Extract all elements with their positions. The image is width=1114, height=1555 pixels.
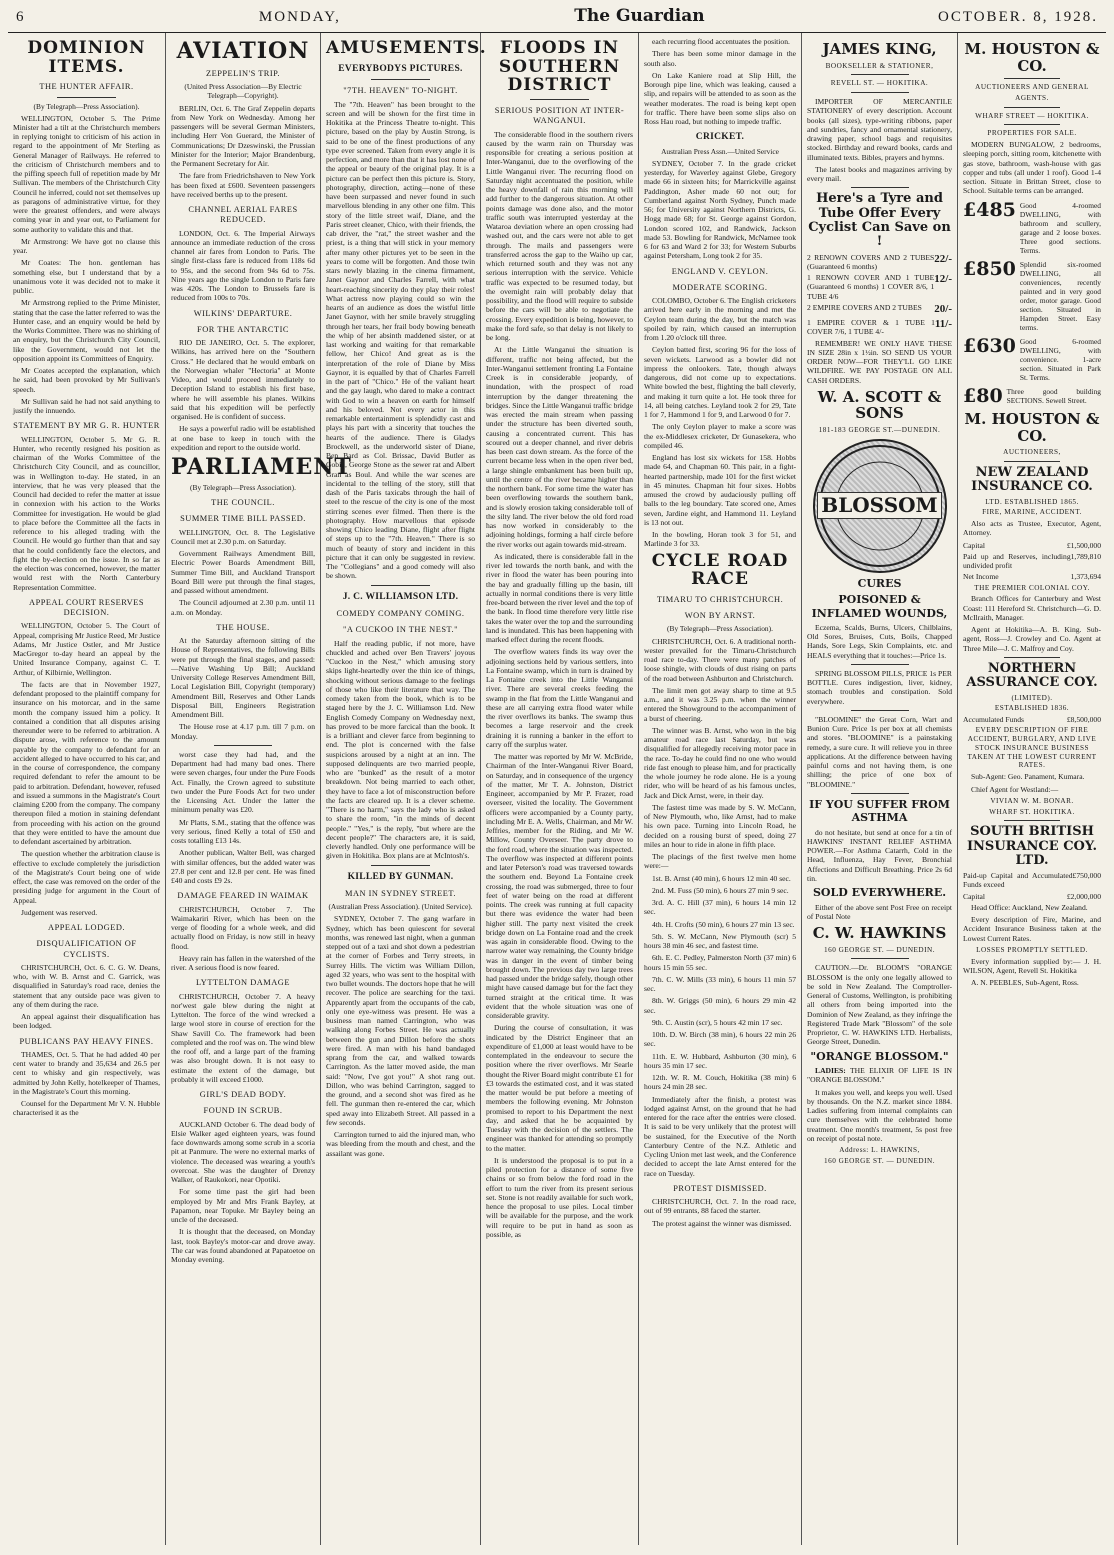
article-paragraph: The "7th. Heaven" has been brought to the screen and will be shown for the first time in Hokitika at the Princess Theatre to-night. This picture, based on the play by Austin Strong, is said to be one of the finest productions of any type ever screened. Taken from every angle it is perfection, and more than that it has lost none of the appeal or beauty of the original play. It is a picture can be perfect then this picture is. Story, photography, direction, acting—none of these have been surpassed and never found in such marvellous blending in any other one film. This story of the little street waif, Diane, and the Paris street cleaner, Chico, with their friends, the cab driver, the "rat," the street washer and the priest, is a thing that will stick in your memory after many other pictures yet to be seen in the years to come will be forgotten. And those twin stars newly blazing in the cinema firmament, Janet Gaynor and Charles Farrell, with what heart-reaching sincerity do they play their roles! What actress now playing could so win the hearts of an audience as does the wistful little Janet Gaynor, with her smile bravely struggling through her tears, her frail body bowing beneath the whip of her absinth maddened sister, or at last working and waiting for that remarkable fellow, her Chico! And great as is the interpretation of the role of Diane by Miss Gaynor, it is equalled by that of Charles Farrell in the part of "Chico." He of the valiant heart and the gay laugh, who dared to make a contract with God to win a heaven on earth for himself and his beloved. Not every actor in this remarkable entertainment is splendidly cast and plays his part with a sincerity that touches the hearts of the audience. There is Gladys Brockwell, as the underworld sister of Diane, Ben Bard as Col. Brissac, David Butler as Gobin, George Stone as the sewer rat and Albert Gran as Boul. And while the war scenes are incidental to the telling of the story, still that dash of the Paris taxicabs through the hail of steel to the rescue of the city is one of the most stirring scenes ever filmed. Then there is the photography. How marvellous that episode showing Chico leading Diane, flight after flight of steps up to the "7th. Heaven." There is so much of beauty of story and incident in this picture that it can only be suggested in review. The "Collegians" and a good comedy will also be shown. <box>326 99 475 581</box>
ad-line: Address: L. HAWKINS, <box>839 1146 920 1155</box>
article-paragraph: There has been some minor damage in the south also. <box>644 49 796 68</box>
article-paragraph: Mr Coates accepted the explanation, which he said, had been provoked by Mr Sullivan's speech. <box>13 366 160 394</box>
price-row: 2 RENOWN COVERS AND 2 TUBES (Guaranteed 6 months) 22/- <box>807 252 952 271</box>
article-paragraph: Mr Armstrong: We have got no clause this year. <box>13 236 160 256</box>
ad-james-king-name: JAMES KING, <box>822 40 937 58</box>
ad-tyre-headline: Here's a Tyre and Tube Offer Every Cyclist Can Save on ! <box>808 191 951 250</box>
ad-body: IMPORTER OF MERCANTILE STATIONERY of every description. Account books (all sizes), type-writing ribbons, paper and sundries, fancy and ornamental stationery, drawing paper, school bags and requisites stocked. Birthday and reward books, cards and illuminated texts. Bibles, prayers and hymns. <box>807 97 952 162</box>
article-credit: Australian Press Assn.—United Service <box>661 146 779 156</box>
divider <box>57 97 116 98</box>
ad-northern-name: NORTHERN ASSURANCE COY. <box>966 660 1098 691</box>
race-result: 7th. C. W. Mills (33 min), 6 hours 11 min 57 sec. <box>644 974 796 994</box>
ad-line: AGENTS. <box>1015 93 1049 102</box>
divider <box>1004 657 1059 658</box>
finance-row: Net Income 1,373,694 <box>963 572 1101 582</box>
article-title: APPEAL COURT RESERVES DECISION. <box>29 597 144 618</box>
ad-body: REMEMBER! WE ONLY HAVE THESE IN SIZE 28in x 1½in. SO SEND US YOUR ORDER NOW—FOR THEY'LL GO LIKE WILDFIRE. WE PAY POSTAGE ON ALL CASH ORDERS. <box>807 338 952 385</box>
finance-row: Paid-up Capital and Accumulated Funds exceed £750,000 <box>963 871 1101 890</box>
article-paragraph: SYDNEY, October 7. In the grade cricket yesterday, for Waverley against Glebe, Gregory made 66 in sixteen hits; for Marrickville against Paddington, Asher made 60 not out; for Cumberland against North Sydney, Punch made 56; for University against Northern Districts, G. Hogg made 68; for St. George against Gordon, London scored 102, and Randwick, Jackson made 53. Bowling for Randwick, McNamee took 6 for 63 and Ward 2 for 33; for Western Suburbs against Petersham, Long took 2 for 35. <box>644 158 796 261</box>
divider <box>214 745 272 746</box>
divider <box>851 793 909 794</box>
article-title: APPEAL LODGED. <box>48 923 125 933</box>
property-listing: £630 Good 6-roomed DWELLING, with convenience. 1-acre section. Situated in Park St. Terms. <box>963 335 1101 383</box>
article-subtitle: COMEDY COMPANY COMING. <box>336 609 465 619</box>
article-title: J. C. WILLIAMSON LTD. <box>342 591 459 602</box>
race-result: 2nd. M. Fuss (50 min), 6 hours 27 min 9 sec. <box>652 885 789 895</box>
ad-south-british-name: SOUTH BRITISH INSURANCE COY. LTD. <box>966 824 1098 868</box>
masthead <box>8 6 1106 33</box>
article-paragraph: The only Ceylon player to make a score was the ex-Middlesex cricketer, Dr Gunasekera, who compiled 46. <box>644 422 796 450</box>
ad-line: LOSSES PROMPTLY SETTLED. <box>976 945 1088 954</box>
article-credit: (By Telegraph—Press Association). <box>190 483 296 493</box>
ad-line: PROPERTIES FOR SALE. <box>987 129 1077 138</box>
article-subtitle: "A CUCKOO IN THE NEST." <box>342 625 459 635</box>
column-amusements <box>321 33 487 1545</box>
column-dominion-items <box>8 33 166 1545</box>
divider <box>851 92 909 93</box>
price-row: 1 EMPIRE COVER & 1 TUBE 1 COVER 7/6, 1 TUBE 4/- 11/- <box>807 318 952 337</box>
page-number: 6 <box>16 9 26 25</box>
article-credit: (Australian Press Association). (United Service). <box>328 902 473 912</box>
ad-line: (LIMITED). <box>1011 693 1053 702</box>
ad-line: EVERY DESCRIPTION OF FIRE ACCIDENT, BURGLARY, AND LIVE STOCK INSURANCE BUSINESS TAKEN AT THE LOWEST CURRENT RATES. <box>967 726 1097 770</box>
article-paragraph: Ceylon batted first, scoring 96 for the loss of seven wickets. Larwood as a bowler did not impress the onlookers. Tate, though always dangerous, did not come up to expectations. White bowled the best, flighting the ball cleverly, and making it turn quite a lot. He took three for 14, all being catches. Leyland took 2 for 29, Tate 1 for 7, Hammond 1 for 9, and Larwood 0 for 7. <box>644 345 796 420</box>
masthead-title: The Guardian <box>574 6 705 26</box>
ad-line: REVELL ST. — HOKITIKA. <box>830 79 929 88</box>
ad-body: Branch Offices for Canterbury and West Coast: 111 Hereford St. Christchurch—G. D. McIlraith, Manager. <box>963 594 1101 622</box>
article-paragraph: The question whether the arbitration clause is effective to exclude completely the jurisdiction of the Magistrate's Court being one of wide effect, the case was removed on the order of the presiding judge for argument in the Court of Appeal. <box>13 849 160 905</box>
price-row: 1 RENOWN COVER AND 1 TUBE (Guaranteed 6 months) 1 COVER 8/6, 1 TUBE 4/6 12/- <box>807 273 952 301</box>
column-aviation-parliament <box>166 33 352 1545</box>
article-paragraph: Mr Sullivan said he had not said anything to justify the innuendo. <box>13 396 160 416</box>
ad-nz-insurance-name: NEW ZEALAND INSURANCE CO. <box>971 465 1093 495</box>
section-heading: FLOODS IN SOUTHERN DISTRICT <box>498 38 621 96</box>
ad-line: AUCTIONEERS AND GENERAL <box>975 83 1089 91</box>
property-listing: £80 Three good building SECTIONS. Sewell Street. <box>963 385 1101 408</box>
ad-body: Agent at Hokitika—A. B. King. Sub-agent, Ross—J. Crowley and Co. Agent at Three Mile—J. C. Malfroy and Coy. <box>963 625 1101 653</box>
article-subtitle: SUMMER TIME BILL PASSED. <box>180 514 306 524</box>
ladies-label: LADIES: <box>815 1066 846 1076</box>
ad-line: ESTABLISHED 1836. <box>994 704 1070 713</box>
divider <box>1004 820 1059 821</box>
section-heading: PARLIAMENT <box>171 454 352 480</box>
article-title: THE COUNCIL. <box>211 498 275 508</box>
article-paragraph: Mr Armstrong replied to the Prime Minister, stating that the case the latter referred to was the Hunter case, and an enquiry would be held by the Works Committee. There was no shirking of an enquiry, but the Christchurch City Council, like the Government, would not let the opposition appoint its Committees of Enquiry. <box>13 298 160 363</box>
ad-houston-name: M. HOUSTON & CO. <box>964 40 1100 75</box>
ad-body: Either of the above sent Post Free on receipt of Postal Note <box>807 902 952 921</box>
ad-body: Also acts as Trustee, Executor, Agent, Attorney. <box>963 519 1101 538</box>
article-paragraph: Another publican, Walter Bell, was charged with similar offences, but the added water was 27.8 per cent and 12.8 per cent. He was fined £40 and costs £9 2s. <box>171 848 315 886</box>
article-title: ENGLAND V. CEYLON. <box>671 266 769 276</box>
article-paragraph: WELLINGTON, October 5. The Prime Minister had a tilt at the Christchurch members in replying tonight to criticism of his action in regard to the appointment of Mr Sterling as General Manager of Railways. He referred to the criticism of Christchurch members and to the piffing speech full of repetition made by Mr Sullivan. The members of the Christchurch City Council he inferred, could not set themselves up as paragons of administrative virtue, for they were the greatest offenders, and were always coming year in and year out, to Parliament for some authority to validate this and that. <box>13 113 160 234</box>
race-result: 5th. S. W. McCann, New Plymouth (scr) 5 hours 38 min 46 sec, and fastest time. <box>644 931 796 951</box>
article-paragraph: The House rose at 4.17 p.m. till 7 p.m. on Monday. <box>171 722 315 741</box>
ad-line: CURES <box>857 576 902 590</box>
race-result: 6th. E. C. Pedley, Palmerston North (37 min) 6 hours 15 min 55 sec. <box>644 953 796 972</box>
article-title: WILKINS' DEPARTURE. <box>193 308 293 318</box>
ad-houston-sign: M. HOUSTON & CO. <box>964 410 1100 445</box>
divider <box>1004 107 1059 108</box>
ad-body: Every description of Fire, Marine, and Accident Insurance Business taken at the Lowest Current Rates. <box>963 915 1101 943</box>
race-result: 10th. D. W. Birch (38 min), 6 hours 22 min 26 sec. <box>644 1030 796 1049</box>
article-title: GIRL'S DEAD BODY. <box>199 1090 287 1100</box>
article-paragraph: CHRISTCHURCH, Oct. 6. C. G. W. Deans, who, with W. B. Arnst and C. Garrick, was disqualified in Saturday's road race, denies the statement that any outside pace was given to any of them during the race. <box>13 962 160 1009</box>
ad-body: Eczema, Scalds, Burns, Ulcers, Chilblains, Old Sores, Bruises, Cuts, Boils, Chapped Hands, Sore Legs, Skin Complaints, etc. and HEALS everything that it touches:—Price 1s. <box>807 622 952 660</box>
article-paragraph: The Council adjourned at 2.30 p.m. until 11 a.m. on Monday. <box>171 598 315 617</box>
article-subtitle: TIMARU TO CHRISTCHURCH. <box>656 594 784 604</box>
article-subtitle: MODERATE SCORING. <box>672 282 768 292</box>
article-paragraph: At the Saturday afternoon sitting of the House of Representatives, the following Bills were put through the final stages, and passed:—Native Washing Up Bill; Auckland University College Reserves Amendment Bill, Local Legislation Bill, Copyright (temporary) Amendment Bill, Reserves and Other Lands Disposal Bill, Engineers Registration Amendment Bill. <box>171 636 315 720</box>
divider <box>371 865 431 866</box>
article-paragraph: CHRISTCHURCH, Oct. 7. In the road race, out of 99 entrants, 88 faced the starter. <box>644 1197 796 1216</box>
article-title: EVERYBODYS PICTURES. <box>338 63 463 74</box>
ad-line: AUCTIONEERS, <box>1003 448 1061 457</box>
article-subtitle: SERIOUS POSITION AT INTER-WANGANUI. <box>494 106 625 126</box>
logo-center-text: BLOSSOM <box>817 492 941 518</box>
divider <box>1004 124 1059 125</box>
finance-row: Paid up and Reserves, including undivided profit 1,789,810 <box>963 551 1101 571</box>
article-paragraph: each recurring flood accentuates the position. <box>652 37 790 46</box>
finance-row: Accumulated Funds £8,500,000 <box>963 715 1101 725</box>
article-paragraph: worst case they had had, and the Department had had many bad ones. There were seven charges, four under the Pure Foods Act. Finally, the Crown agreed to substitute two under the Pure Foods Act for two under the Licensing Act. Under the latter the minimum penalty was £20. <box>171 749 315 815</box>
article-paragraph: The fare from Friedrichshaven to New York has been fixed at £600. Seventeen passengers have received berths up to the present. <box>171 171 315 199</box>
ad-line: POISONED & INFLAMED WOUNDS, <box>811 593 948 620</box>
divider <box>851 710 909 711</box>
article-subtitle: FOUND IN SCRUB. <box>203 1106 283 1116</box>
article-paragraph: Half the reading public, if not more, have chuckled and ached over Ben Travers' joyous "Cuckoo in the Nest," which amusing story skips light-heartedly over the thin ice of things, shocking without serious damage to the feelings of those who like their literature that way. The comedy taken from the book, which is to be staged here by the J. C. Williamson Ltd. New English Comedy Company on Wednesday next, has proved to be more farcical than the book. It is a brilliant and clever farce from beginning to end. The plot is concerned with the false suspicions aroused by a night at an inn. The supposed delinquents are two married people, who are "bunked" as the result of a motor breakdown. Not being married to each other, they have to face a lot of misconstruction before the facts are cleared up. It is a clever scheme. "There is no harm," says the lady who is asked to share the room, "in the minds of decent people." "Yes," is the reply, "but where are the decent people?" The characters are, it is said, cleverly handled. Only one performance will be given in Hokitika. Box plans are at McIntosh's. <box>326 638 475 861</box>
ad-body: "BLOOMINE" the Great Corn, Wart and Bunion Cure. Price 1s per box at all chemists and stores. "BLOOMINE" is a painstaking remedy, a sure cure. It will relieve you in three applications. At the difference between having painful corns and not having them, is one shilling; the price of one box of "BLOOMINE." <box>807 714 952 789</box>
race-result: 3rd. A. C. Hill (37 min), 6 hours 14 min 12 sec. <box>644 898 796 917</box>
property-listing: £485 Good 4-roomed DWELLING, with bathroom and scullery, garage and 2 loose boxes. Three good sections. Terms. <box>963 198 1101 255</box>
article-paragraph: It is understood the proposal is to put in a piled protection for a distance of some five chains or so from below the ford road in the effort to turn the river from its present serious set. Stone is not readily available for such work, hence the proposal to use piles. Local timber will be available for the purpose, and the work will require to be put in hand as soon as possible, as <box>486 1155 633 1239</box>
article-paragraph: Immediately after the finish, a protest was lodged against Arnst, on the ground that he had entered for the race after the entries were closed. It is said to be very unlikely that the protest will be sustained, for the Executive of the North Canterbury Centre of the N.Z. Athletic and Cycling Union met last week, and the Conference decided to accept the late Arnst entered for the race on Tuesday. <box>644 1094 796 1178</box>
finance-row: Capital £2,000,000 <box>963 891 1101 901</box>
property-listing: £850 Splendid six-roomed DWELLING, all conveniences, recently painted and in very good order, motor garage. Good section. Situated in Hampden Street. Easy terms. <box>963 257 1101 333</box>
price-row: 2 EMPIRE COVERS AND 2 TUBES 20/- <box>807 302 952 315</box>
article-paragraph: The overflow waters finds its way over the adjoining sections held by various settlers, into La Fontaine swamp, which in turn is drained by La Fontaine creek into the Little Wanganui river. There are several creeks feeding the swamp in the flat from the Little Wanganui and these are all carrying extra flood water while the river overflows its banks. The swamp thus becomes a large reservoir and the creek draining it is running a banker in the effort to carry off the surplus water. <box>486 647 633 749</box>
article-paragraph: During the course of consultation, it was indicated by the District Engineer that an expenditure of £1,000 at least would have to be contemplated in the endeavour to secure the position where the river overflows. Mr Searle thought the River Board might contribute £1 for £3 towards the estimated cost, and it was stated the matter would be put before a meeting of members the following evening. Mr Johnston promised to report to his Department the next day, and asked that he be acquainted by Tuesday with the decision of the settlers. The engineer was thanked for attending so promptly to the matter. <box>486 1023 633 1153</box>
article-paragraph: Counsel for the Department Mr V. N. Hubble characterised it as the <box>13 1099 160 1118</box>
divider <box>1004 461 1059 462</box>
article-paragraph: As indicated, there is considerable fall in the river led towards the north bank, and with the river in flood the water has been pouring into the bay and gradually filling up the basin, till actually in normal conditions there is very little free-board between the river level and the top of the bank. In flood time therefore very little rise takes the water over the top and the surrounding land is inundated. This has been happening with marked effect during the recent floods. <box>486 551 633 645</box>
article-title: KILLED BY GUNMAN. <box>347 871 454 882</box>
article-title: THE HUNTER AFFAIR. <box>39 82 134 92</box>
article-paragraph: Mr Platts, S.M., stating that the offence was very serious, fined Kelly a total of £50 and costs totalling £13 14s. <box>171 817 315 846</box>
article-title: PUBLICANS PAY HEAVY FINES. <box>19 1036 154 1046</box>
section-heading: DOMINION ITEMS. <box>27 38 146 77</box>
section-heading: AVIATION <box>176 38 310 64</box>
divider <box>851 187 909 188</box>
ad-tyre-price-list <box>807 253 952 337</box>
ad-body: MODERN BUNGALOW, 2 bedrooms, sleeping porch, sitting room, kitchenette with gas stove, bathroom, wash-house with gas copper and tubs (all under 1 roof). Good 1-4 section. Situate in Brittan Street, close to School. Suitable terms can be arranged. <box>963 140 1101 196</box>
ad-body: Sub-Agent: Geo. Panament, Kumara. <box>971 772 1085 782</box>
race-result: 8th. W. Griggs (50 min), 6 hours 29 min 42 sec. <box>644 996 796 1015</box>
divider <box>530 99 589 100</box>
article-paragraph: Government Railways Amendment Bill, Electric Power Boards Amendment Bill, Summer Time Bill, and Auckland Transport Board Bill were put through the final stages, and passed without amendment. <box>171 549 315 596</box>
ad-body: A. N. PEEBLES, Sub-Agent, Ross. <box>971 978 1079 988</box>
divider <box>851 664 909 665</box>
article-paragraph: CHRISTCHURCH, Oct. 6. A traditional north-wester prevailed for the Timaru-Christchurch road race to-day. There were many patches of loose shingle, with clouds of dust rising on parts of the road between Ashburton and Christchurch. <box>644 636 796 683</box>
article-paragraph: WELLINGTON, October 5. The Court of Appeal, comprising Mr Justice Reed, Mr Justice Adams, Mr Justice Ostler, and Mr Justice MacGregor to-day heard an appeal by the United Insurance Company, against C. T. Arthur, of Kilbirnie, Wellington. <box>13 621 160 677</box>
race-result: 12th. W. R. M. Couch, Hokitika (38 min) 6 hours 24 min 28 sec. <box>644 1073 796 1092</box>
article-title: DAMAGE FEARED IN WAIMAK <box>177 891 309 901</box>
article-title: LYTTELTON DAMAGE <box>196 978 290 988</box>
article-paragraph: SYDNEY, October 7. The gang warfare in Sydney, which has been quiescent for several months, was renewed last night, when a gunman stepped out of a taxi and shot down a pedestrian at the corner of Forbes and Terry streets, in Surrey Hills. The victim was William Dillon, aged 32 years, who was sent to the hospital with two bullet wounds. The doctors hope that he will recover. The police are searching for the taxi. Apparently apart from the occupants of the cab, only one eye-witness was present. He was a business man named Carrington, who was walking along Forbes Street. He was actually between the gun and Dillon before the shots were fired. A man with his hand bandaged sprang from the car, and walked towards Carrington. As the latter moved aside, the man said: "Now, I've got you!" A shot rang out. Dillon, who was behind Carrington, sagged to the ground, and a second shot was fired as he fell. The gunman then re-entered the car, which sped away into Elizabeth Street. All passed in a few seconds. <box>326 914 475 1127</box>
article-subtitle: WON BY ARNST. <box>684 611 756 621</box>
article-title: CHANNEL AERIAL FARES REDUCED. <box>188 205 298 225</box>
article-paragraph: The fastest time was made by S. W. McCann, of New Plymouth, who, like Arnst, had to make his own pace. Turning into Lincoln Road, he decided on a rousing burst of speed, doing 27 miles an hour to ride in alone in fifth place. <box>644 802 796 849</box>
ad-scott-name: W. A. SCOTT & SONS <box>817 387 942 423</box>
column-advertisements-2 <box>958 33 1106 1545</box>
masthead-day: MONDAY, <box>258 9 341 25</box>
race-result: 11th. E. W. Hubbard, Ashburton (30 min), 6 hours 35 min 17 sec. <box>644 1051 796 1070</box>
ad-line: FIRE, MARINE, ACCIDENT. <box>982 508 1082 517</box>
article-paragraph: At the Little Wanganui the situation is different, traffic not being affected, but the Inter-Wanganui settlement fronting La Fontaine Creek is in considerable jeopardy, of inundation, with the prospect of road interruption by the danger threatening the bridges. Since the Little Wanganui traffic bridge was erected the main stream when passing under the structure has been diverted south, causing a concentrated current. This has scoured out a deeper channel, and river debris has been cast down stream. As the force of the current became less when in the open river bed, a large shingle embankment has been built up, until the centre of the river became higher than the northern bank. For some time the water has been overflowing towards the southern bank, and is slowly erosion taking considerable toll of the silty land. The river below the old ford road has now worked in considerably to the adjoining holdings, forming a half circle before the river works out again towards mid-stream. <box>486 345 633 549</box>
article-paragraph: An appeal against their disqualification has been lodged. <box>13 1012 160 1031</box>
race-result: 9th. C. Austin (scr), 5 hours 42 min 17 sec. <box>652 1017 783 1027</box>
ad-body: do not hesitate, but send at once for a tin of HAWKINS' INSTANT RELIEF ASTHMA POWER.—For Asthma Catarrh, Cold in the Head, Influenza, Hay Fever, Bronchial Affections and Difficult Breathing. Price 2s 6d tin. <box>807 827 952 883</box>
spring-blossom-logo <box>813 439 947 573</box>
divider <box>371 585 431 586</box>
ad-line: LTD. ESTABLISHED 1865. <box>985 497 1079 506</box>
ad-line: 160 GEORGE ST. — DUNEDIN. <box>824 945 935 954</box>
article-paragraph: He says a powerful radio will be established at one base to keep in touch with the expedition and report to the outside world. <box>171 424 315 452</box>
ad-line: THE PREMIER COLONIAL COY. <box>974 583 1090 592</box>
race-result: 1st. B. Arnst (40 min), 6 hours 12 min 40 sec. <box>652 873 791 883</box>
article-paragraph: AUCKLAND October 6. The dead body of Elsie Walker aged eighteen years, was found face downwards among some scrub in a scoria pit at Panmure. The were no external marks of violence. The deceased was wearing a youth's overcoat. She was the daughter of Drenzy Walker, of Raukokori, near Opotiki. <box>171 1119 315 1185</box>
column-cricket-cycling <box>639 33 802 1545</box>
article-paragraph: WELLINGTON, October 5. Mr G. R. Hunter, who recently resigned his position as chairman of the Works Committee of the Christchurch City Council, and as councillor, was in Wellington to-day. He stated, in an interview, that he was very pleased that the Council had decided to refer the matter at issue in connexion with his action to the Works Committee for investigation. He would be glad to place before the Committee all the facts in reference to his alleged trading with the Council. He would go further than that and say that he could confidently face the electors, and fight the by-election on the issue. In so far as the election was concerned, however, the matter would rest with the North Canterbury Representation Committee. <box>13 434 160 592</box>
article-title: STATEMENT BY MR G. R. HUNTER <box>13 421 160 431</box>
divider <box>371 79 431 80</box>
article-paragraph: Mr Coates: The hon. gentleman has something else, but I understand that by a unanimous vote it was decided not to make it public. <box>13 258 160 296</box>
ad-line: WHARF ST. HOKITIKA. <box>989 807 1075 816</box>
ad-line: "ORANGE BLOSSOM." <box>810 1049 949 1063</box>
article-paragraph: RIO DE JANEIRO, Oct. 5. The explorer, Wilkins, has arrived here on the "Southern Cross." He declared that he would embark on the Norwegian whaler "Hectoria" at Monte Video, and would proceed immediately to Deception Island to establish his first base, where he will assemble his planes. Wilkins said that his expedition will be perfectly organised. He is confident of success. <box>171 338 315 421</box>
ad-body: SPRING BLOSSOM PILLS, PRICE 1s PER BOTTLE. Cures indigestion, liver, kidney, stomach troubles and constipation. Sold everywhere. <box>807 668 952 706</box>
ad-line: SOLD EVERYWHERE. <box>812 886 947 900</box>
section-heading: AMUSEMENTS. <box>326 38 487 58</box>
ad-line: VIVIAN W. M. BONAR. <box>990 796 1074 805</box>
article-credit: (By Telegraph—Press Association). <box>33 101 140 111</box>
ad-line: BOOKSELLER & STATIONER, <box>825 61 934 70</box>
article-paragraph: Heavy rain has fallen in the watershed of the river. A serious flood is now feared. <box>171 953 315 973</box>
article-paragraph: LONDON, Oct. 6. The Imperial Airways announce an immediate reduction of the cross channel air fares from London to Paris. The single first-class fare is reduced from 118s 6d to 95s, and the second from 94s 6d to 75s. Nine years ago the single London to Paris fare was 420s. The London to Brussels fare is reduced from 100s to 70s. <box>171 228 315 303</box>
article-paragraph: The limit men got away sharp to time at 9.5 a.m., and it was 3.25 p.m. when the winner entered the Showground to the accompaniment of a burst of cheering. <box>644 685 796 723</box>
ad-line: 181-183 GEORGE ST.—DUNEDIN. <box>818 425 941 434</box>
article-title: THE HOUSE. <box>216 622 270 632</box>
article-paragraph: The winner was B. Arnst, who won in the big amateur road race last Saturday, but was disqualified for allegedly receiving motor pace in the race. To-day he could find no one who would ride fast enough to please him, and for practically the whole journey he rode alone. He is a young rider, who will be heard of as his famous uncles, Jack and Dick Arnst, were, in their day. <box>644 725 796 800</box>
article-paragraph: In the bowling, Horan took 3 for 51, and Marlinde 3 for 33. <box>644 530 796 549</box>
ad-body: CAUTION.—Dr. BLOOM'S "ORANGE BLOSSOM is the only one legally allowed to be sold in New Zealand. The Comptroller-General of Customs, Wellington, is prohibiting all others from being imported into the Dominion of New Zealand, as they infringe the Registered Trade Mark "Blossom" of the sole Proprietor, C. W. HAWKINS LTD. Herbalists, George Street, Dunedin. <box>807 963 952 1047</box>
article-paragraph: The placings of the first twelve men home were:— <box>644 852 796 871</box>
article-paragraph: COLOMBO, October 6. The English cricketers arrived here early in the morning and met the Ceylon team during the day, but the match was spoiled by rain, which caused an interruption from 1.20 o'clock till three. <box>644 296 796 343</box>
ad-hawkins-name: C. W. HAWKINS <box>812 924 947 943</box>
ad-line: 160 GEORGE ST. — DUNEDIN. <box>824 1156 935 1165</box>
article-title: PROTEST DISMISSED. <box>673 1183 767 1193</box>
article-paragraph: THAMES, Oct. 5. That he had added 40 per cent water to brandy and 35,634 and 26.5 per cent to whisky and gin respectively, was admitted by John Kelly, hotelkeeper of Thames, in the Magistrate's Court this morning. <box>13 1049 160 1096</box>
article-paragraph: It is thought that the deceased, on Monday last, took Bayley's motor-car and drove away. The car was found abandoned at Papatoetoe on Monday evening. <box>171 1227 315 1265</box>
article-credit: (United Press Association—By Electric Telegraph—Copyright). <box>184 82 302 101</box>
ad-body: The latest books and magazines arriving by every mail. <box>807 164 952 184</box>
article-paragraph: CHRISTCHURCH, October 7. The Waimakariri River, which has been on the verge of flooding for a whole week, and did actually flood on Friday, is now still in heavy flood. <box>171 904 315 951</box>
ad-body: It makes you well, and keeps you well. Used by thousands. On the N.Z. market since 1884. Ladies suffering from internal complaints can cure themselves with the celebrated home treatment. One month's treatment, 5s post free on receipt of postal note. <box>807 1087 952 1143</box>
article-paragraph: For some time past the girl had been employed by Mr and Mrs Frank Bayley, at Papamon, near Topuke. Mr Bayley being an uncle of the deceased. <box>171 1187 315 1225</box>
article-paragraph: WELLINGTON, Oct. 8. The Legislative Council met at 2.30 p.m. on Saturday. <box>171 527 315 546</box>
race-result: 4th. H. Crofts (50 min), 6 hours 27 min 13 sec. <box>652 919 795 929</box>
column-advertisements-1 <box>802 33 958 1545</box>
ad-line: WHARF STREET — HOKITIKA. <box>975 111 1089 120</box>
columns <box>8 33 1106 1545</box>
article-paragraph: BERLIN, Oct. 6. The Graf Zeppelin departs from New York on Wednesday. Among her passengers will be several German Ministers, including Herr Von Guerard, the Minister of Communications; Dr Dzeswinski, the Prussian Minister for the Interior; Major Brandenburg, the Permanent Secretary for Air. <box>171 103 315 168</box>
article-paragraph: The protest against the winner was dismissed. <box>652 1218 792 1228</box>
article-paragraph: CHRISTCHURCH, October 7. A heavy nor'west gale blew during the night at Lyttelton. The force of the wind wrecked a large wool store in course of erection for the Shaw Savill Co. The framework had been completed and the roof was on. The wind blew the roof off, and a large part of the framing was also brought down. It is not easy to estimate the extent of the damage, but probably it will exceed £1000. <box>171 991 315 1084</box>
article-paragraph: England has lost six wickets for 158. Hobbs made 64, and Chapman 60. This pair, in a fight-hearted partnership, made 101 for the first wicket in 45 minutes. Chapman hit four sixes. Hobbs amused the crowd by audaciously pulling off balls to the leg boundary. Tate scored one, Ames seven, Jardine eight, and Hammond 11. Leyland is 13 not out. <box>644 453 796 527</box>
article-subtitle: MAN IN SYDNEY STREET. <box>345 889 456 899</box>
article-title: ZEPPELIN'S TRIP. <box>205 69 281 79</box>
masthead-date: OCTOBER. 8, 1928. <box>938 9 1098 25</box>
article-paragraph: The considerable flood in the southern rivers caused by the warm rain on Thursday was responsible for creating a serious position at Inter-Wanganui, due to the overflowing of the Little Wanganui river. The recurring flood on Saturday night accentuated the position, while the heavy downfall of rain this morning will add further to the dangerous situation. At other points damage was done also, and the motor traffic south was interrupted yesterday at the Wataroa deviation where an open crossing had washed out, and the cars were not able to get through. The mails and passengers were transferred across the gap to the Waiho up car, which returned south and they was not any serious interruption with the service. Vehicle traffic was expected to be resumed today, but the overnight rain will probably delay that possibility, and the flood will require to subside before the cars will be able to negotiate the crossing. Every expedition is being, however, to make the ford safe, so that delay is not likely to be long. <box>486 129 633 343</box>
section-heading: CYCLE ROAD RACE <box>651 550 789 590</box>
divider <box>851 74 909 75</box>
divider <box>851 958 909 959</box>
divider <box>1004 78 1059 79</box>
article-credit: (By Telegraph—Press Association). <box>667 624 773 634</box>
article-paragraph: The facts are that in November 1927, defendant proposed to the plaintiff company for insurance on his motorcar, and in the same month the company issued him a policy. It contained a condition that all disputes arising thereunder were to be referred to arbitration. A dispute arose, with reference to the amount payable by the company to defendant for an accident alleged to have occurred to his car, and in the course of correspondence, the company required defendant to refer the amount to be paid to arbitration. Defendant, however, refused and issued a summons in the Magistrate's Court claiming £200 from the company. The company thereupon filed a motion in staining defendant from proceeding with his action on the ground that they were entitled to have the amount due to defendant ascertained by arbitration. <box>13 679 160 847</box>
ad-body: Chief Agent for Westland:— <box>971 784 1059 794</box>
ad-body: Head Office: Auckland, New Zealand. <box>971 902 1088 912</box>
article-paragraph: On Lake Kaniere road at Slip Hill, the Borough pipe line, which was leaking, caused a slip, and repairs will be attended to as soon as the weather moderates. The road is being kept open for traffic. There have been some slips also on Ross Hau road, but nothing to impede traffic. <box>644 70 796 126</box>
article-subtitle: FOR THE ANTARCTIC <box>197 324 289 334</box>
column-floods <box>481 33 639 1545</box>
article-subtitle: "7TH. HEAVEN" TO-NIGHT. <box>343 86 458 96</box>
ad-line: IF YOU SUFFER FROM ASTHMA <box>809 797 950 825</box>
article-paragraph: Judgement was reserved. <box>21 907 98 917</box>
article-title: CRICKET. <box>695 132 745 143</box>
article-paragraph: Carrington turned to aid the injured man, who was bleeding from the mouth and chest, and the assailant was gone. <box>326 1130 475 1158</box>
article-title: DISQUALIFICATION OF CYCLISTS. <box>36 939 137 959</box>
article-paragraph: The matter was reported by Mr W. McBride, Chairman of the Inter-Wanganui River Board, on Saturday, and in consequence of the urgency of the matter, Mr T. A. Johnston, District Engineer, accompanied by Mr P. Frazer, road overseer, visited the locality. The Government officers were accompanied by a County party, including Mr E. A. Wells, Chairman, and Mr W. Jeffries, member for the Riding, and Mr W. Millow, County Overseer. The party drove to the ford road, where the situation was inspected. The overflow was inspected at different points and later Peterson's road was traversed towards the southern end. Beyond La Fontaine creek crossing, the road was submerged, three to four feet of water being on the road at different points. The creek was running at full capacity but there was evidence the water had been higher still. The party next visited the creek bridge down on La Fontaine road and the creek was again in considerable flood. Owing to the narrow water way remaining, the County bridge was in danger in the event of timber being brought down. The previous day two large trees had passed under the bridge safely, though other might have caused damage but for the fact they turned straight at the critical time. It was evident that the whole situation was one of considerable gravity. <box>486 752 633 1021</box>
ad-body <box>807 1066 952 1085</box>
finance-row: Capital £1,500,000 <box>963 540 1101 550</box>
ad-body: Every information supplied by:— J. H. WILSON, Agent, Revell St. Hokitika <box>963 956 1101 975</box>
ladies-text: THE ELIXIR OF LIFE IS IN "ORANGE BLOSSOM." <box>807 1066 953 1085</box>
